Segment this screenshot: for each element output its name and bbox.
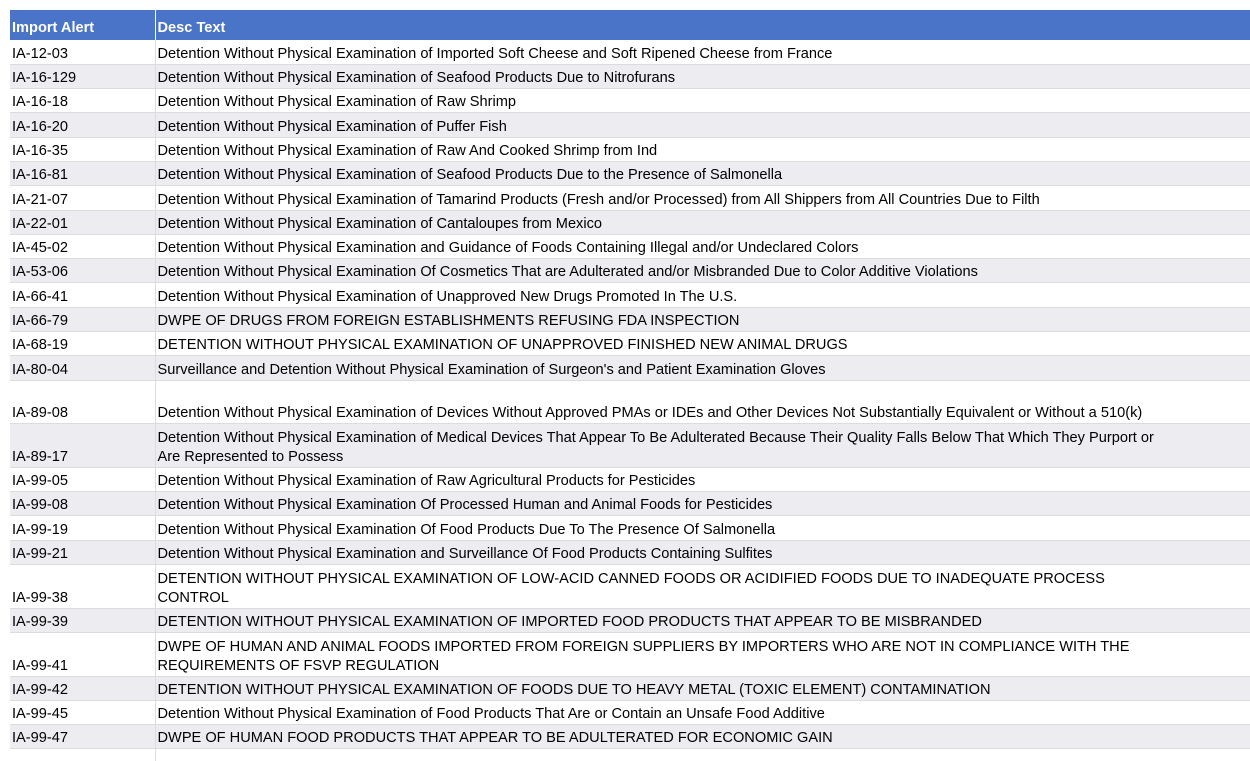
cell-import-alert[interactable]: IA-22-01 (10, 210, 155, 234)
table-row (10, 259, 1250, 283)
table-row (10, 632, 1250, 676)
cell-import-alert[interactable]: IA-99-39 (10, 608, 155, 632)
table-row (10, 565, 1250, 609)
cell-desc-text[interactable]: Detention Without Physical Examination of Seafood Products Due to Nitrofurans (155, 64, 1250, 88)
column-header-desc-text[interactable]: Desc Text (155, 10, 1250, 40)
cell-import-alert[interactable]: IA-99-05 (10, 467, 155, 491)
cell-desc-text[interactable]: DETENTION WITHOUT PHYSICAL EXAMINATION OF UNAPPROVED FINISHED NEW ANIMAL DRUGS (155, 332, 1250, 356)
cell-desc-text[interactable]: Detention Without Physical Examination of Seafood Products Due to the Presence of Salmonella (155, 161, 1250, 185)
table-row (10, 307, 1250, 331)
cell-import-alert[interactable]: IA-68-19 (10, 332, 155, 356)
table-row (10, 89, 1250, 113)
cell-desc-text[interactable]: DWPE OF HUMAN AND ANIMAL FOODS IMPORTED FROM FOREIGN SUPPLIERS BY IMPORTERS WHO ARE NOT IN COMPLIANCE WITH THE REQUIREMENTS OF FSVP REGULATION (155, 632, 1250, 676)
cell-desc-text[interactable]: Surveillance and Detention Without Physical Examination of Surgeon's and Patient Examination Gloves (155, 356, 1250, 380)
cell-import-alert[interactable]: IA-99-41 (10, 632, 155, 676)
cell-import-alert[interactable]: IA-16-18 (10, 89, 155, 113)
table-row (10, 676, 1250, 700)
spreadsheet (10, 10, 1250, 761)
cell-import-alert[interactable]: IA-45-02 (10, 234, 155, 258)
table-row (10, 424, 1250, 468)
cell-import-alert[interactable]: IA-16-20 (10, 113, 155, 137)
empty-row (10, 749, 1250, 761)
table-row (10, 356, 1250, 380)
cell-desc-text[interactable]: DWPE OF HUMAN FOOD PRODUCTS THAT APPEAR TO BE ADULTERATED FOR ECONOMIC GAIN (155, 725, 1250, 749)
cell-desc-text[interactable]: Detention Without Physical Examination Of Processed Human and Animal Foods for Pesticides (155, 492, 1250, 516)
cell-desc-text[interactable]: Detention Without Physical Examination of Raw Agricultural Products for Pesticides (155, 467, 1250, 491)
cell-desc-text[interactable]: Detention Without Physical Examination of Food Products That Are or Contain an Unsafe Food Additive (155, 700, 1250, 724)
cell-import-alert[interactable]: IA-21-07 (10, 186, 155, 210)
table-row (10, 161, 1250, 185)
table-row (10, 332, 1250, 356)
cell-desc-text[interactable]: Detention Without Physical Examination of Raw Shrimp (155, 89, 1250, 113)
table-row (10, 467, 1250, 491)
header-row (10, 10, 1250, 40)
cell-desc-text[interactable]: Detention Without Physical Examination Of Food Products Due To The Presence Of Salmonella (155, 516, 1250, 540)
cell-import-alert[interactable]: IA-66-79 (10, 307, 155, 331)
cell-import-alert[interactable]: IA-99-45 (10, 700, 155, 724)
cell-import-alert[interactable]: IA-99-38 (10, 565, 155, 609)
table-row (10, 540, 1250, 564)
cell-import-alert[interactable]: IA-53-06 (10, 259, 155, 283)
cell-desc-text[interactable]: Detention Without Physical Examination of Cantaloupes from Mexico (155, 210, 1250, 234)
table-row (10, 516, 1250, 540)
cell-desc-text[interactable]: Detention Without Physical Examination of Devices Without Approved PMAs or IDEs and Other Devices Not Substantially Equivalent or Without a 510(k) (155, 380, 1250, 424)
cell-import-alert[interactable]: IA-99-21 (10, 540, 155, 564)
cell-desc-text[interactable]: Detention Without Physical Examination of Puffer Fish (155, 113, 1250, 137)
import-alert-table (10, 10, 1250, 761)
cell-desc-text[interactable]: Detention Without Physical Examination of Medical Devices That Appear To Be Adulterated Because Their Quality Falls Below That Which They Purport or Are Represented to Possess (155, 424, 1250, 468)
table-row (10, 40, 1250, 64)
cell-desc-text[interactable]: Detention Without Physical Examination Of Cosmetics That are Adulterated and/or Misbranded Due to Color Additive Violations (155, 259, 1250, 283)
cell-desc-text[interactable]: DWPE OF DRUGS FROM FOREIGN ESTABLISHMENTS REFUSING FDA INSPECTION (155, 307, 1250, 331)
cell-import-alert[interactable]: IA-99-47 (10, 725, 155, 749)
cell-import-alert[interactable]: IA-99-19 (10, 516, 155, 540)
cell-desc-text[interactable]: Detention Without Physical Examination of Imported Soft Cheese and Soft Ripened Cheese from France (155, 40, 1250, 64)
table-row (10, 725, 1250, 749)
table-row (10, 64, 1250, 88)
cell-import-alert[interactable]: IA-16-81 (10, 161, 155, 185)
cell-desc-text[interactable]: DETENTION WITHOUT PHYSICAL EXAMINATION OF LOW-ACID CANNED FOODS OR ACIDIFIED FOODS DUE TO INADEQUATE PROCESS CONTROL (155, 565, 1250, 609)
cell-import-alert[interactable]: IA-89-08 (10, 380, 155, 424)
table-row (10, 700, 1250, 724)
table-row (10, 113, 1250, 137)
cell-import-alert[interactable]: IA-12-03 (10, 40, 155, 64)
table-row (10, 186, 1250, 210)
cell-desc-text[interactable]: DETENTION WITHOUT PHYSICAL EXAMINATION OF IMPORTED FOOD PRODUCTS THAT APPEAR TO BE MISBRANDED (155, 608, 1250, 632)
table-row (10, 137, 1250, 161)
cell-import-alert[interactable]: IA-16-129 (10, 64, 155, 88)
cell-import-alert[interactable]: IA-89-17 (10, 424, 155, 468)
column-header-import-alert[interactable]: Import Alert (10, 10, 155, 40)
table-row (10, 283, 1250, 307)
cell-empty-b[interactable] (155, 749, 1250, 761)
cell-desc-text[interactable]: Detention Without Physical Examination of Raw And Cooked Shrimp from Ind (155, 137, 1250, 161)
cell-desc-text[interactable]: Detention Without Physical Examination of Tamarind Products (Fresh and/or Processed) from All Shippers from All Countries Due to Filth (155, 186, 1250, 210)
cell-desc-text[interactable]: Detention Without Physical Examination of Unapproved New Drugs Promoted In The U.S. (155, 283, 1250, 307)
table-row (10, 210, 1250, 234)
cell-empty-a[interactable] (10, 749, 155, 761)
cell-desc-text[interactable]: DETENTION WITHOUT PHYSICAL EXAMINATION OF FOODS DUE TO HEAVY METAL (TOXIC ELEMENT) CONTAMINATION (155, 676, 1250, 700)
table-body (10, 40, 1250, 761)
cell-desc-text[interactable]: Detention Without Physical Examination and Guidance of Foods Containing Illegal and/or Undeclared Colors (155, 234, 1250, 258)
cell-import-alert[interactable]: IA-99-08 (10, 492, 155, 516)
cell-desc-text[interactable]: Detention Without Physical Examination and Surveillance Of Food Products Containing Sulfites (155, 540, 1250, 564)
cell-import-alert[interactable]: IA-16-35 (10, 137, 155, 161)
cell-import-alert[interactable]: IA-99-42 (10, 676, 155, 700)
table-row (10, 492, 1250, 516)
table-row (10, 380, 1250, 424)
cell-import-alert[interactable]: IA-80-04 (10, 356, 155, 380)
cell-import-alert[interactable]: IA-66-41 (10, 283, 155, 307)
table-row (10, 608, 1250, 632)
table-row (10, 234, 1250, 258)
